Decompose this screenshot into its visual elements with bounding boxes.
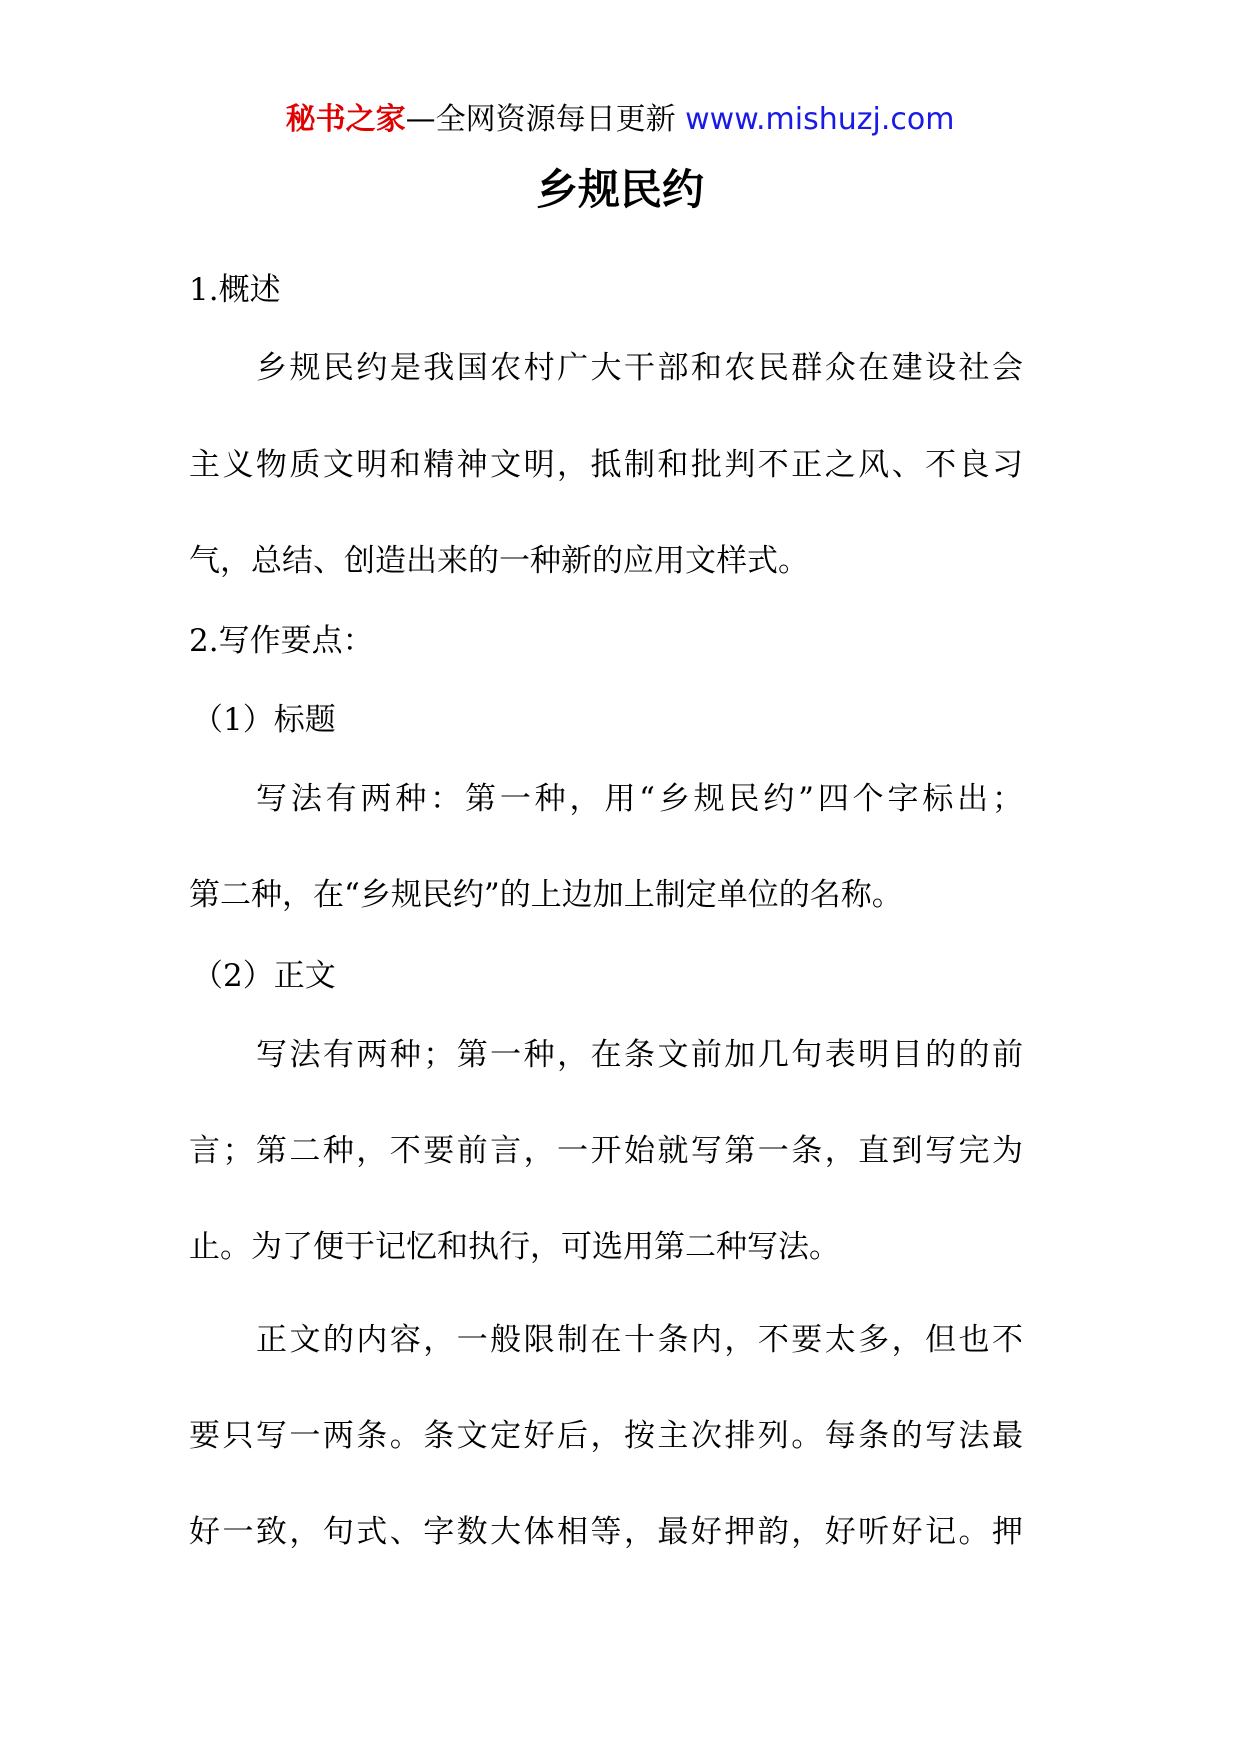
section-heading-key-points: 2.写作要点：	[189, 623, 374, 659]
document-title: 乡规民约	[535, 165, 704, 214]
paragraph-line: 正文的内容，一般限制在十条内，不要太多，但也不	[256, 1322, 1023, 1358]
paragraph-line: 气，总结、创造出来的一种新的应用文样式。	[189, 543, 809, 579]
brand-name: 秘书之家	[285, 102, 406, 137]
site-url-link[interactable]: www.mishuzj.com	[685, 102, 955, 137]
paragraph-line: 第二种，在“乡规民约”的上边加上制定单位的名称。	[189, 877, 903, 913]
paragraph-line: 止。为了便于记忆和执行，可选用第二种写法。	[189, 1229, 840, 1265]
subheading-body: （2）正文	[192, 958, 336, 994]
subheading-title: （1）标题	[192, 702, 336, 738]
header-tagline: —全网资源每日更新	[405, 102, 676, 137]
paragraph-line: 主义物质文明和精神文明，抵制和批判不正之风、不良习	[189, 447, 1023, 483]
paragraph-line: 言；第二种，不要前言，一开始就写第一条，直到写完为	[189, 1133, 1023, 1169]
paragraph-line: 要只写一两条。条文定好后，按主次排列。每条的写法最	[189, 1418, 1023, 1454]
section-heading-overview: 1.概述	[189, 272, 281, 308]
paragraph-line: 乡规民约是我国农村广大干部和农民群众在建设社会	[256, 350, 1023, 386]
paragraph-line: 写法有两种；第一种，在条文前加几句表明目的的前	[256, 1037, 1023, 1073]
paragraph-line: 写法有两种：第一种，用“乡规民约”四个字标出；	[256, 781, 1023, 817]
paragraph-line: 好一致，句式、字数大体相等，最好押韵，好听好记。押	[189, 1514, 1023, 1550]
site-header	[0, 98, 1240, 142]
